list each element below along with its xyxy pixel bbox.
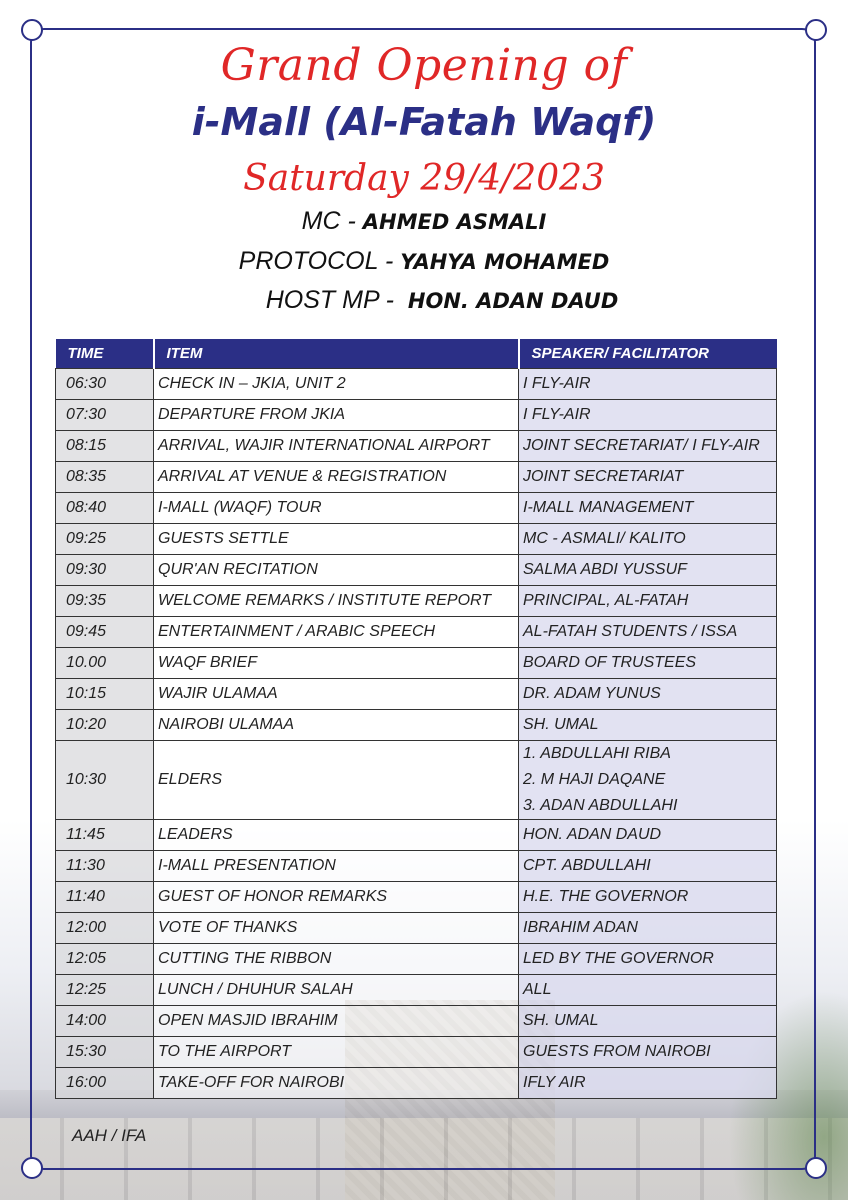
table-row [56, 524, 777, 555]
speaker-line: 1. ABDULLAHI RIBA [523, 745, 671, 762]
cell-time: 14:00 [56, 1006, 154, 1037]
cell-item: ELDERS [154, 741, 519, 820]
cell-speaker [519, 741, 777, 820]
cell-time: 08:40 [56, 493, 154, 524]
cell-item: GUESTS SETTLE [154, 524, 519, 555]
table-row [56, 586, 777, 617]
cell-item: TAKE-OFF FOR NAIROBI [154, 1068, 519, 1099]
cell-speaker: I-MALL MANAGEMENT [519, 493, 777, 524]
cell-time: 10:30 [56, 741, 154, 820]
table-row [56, 975, 777, 1006]
cell-item: ENTERTAINMENT / ARABIC SPEECH [154, 617, 519, 648]
cell-speaker: HON. ADAN DAUD [519, 820, 777, 851]
cell-item: WAQF BRIEF [154, 648, 519, 679]
cell-item: VOTE OF THANKS [154, 913, 519, 944]
title-line-2: i-Mall (Al-Fatah Waqf) [191, 100, 657, 144]
table-row [56, 710, 777, 741]
cell-time: 07:30 [56, 400, 154, 431]
header-time: TIME [56, 339, 154, 369]
table-row [56, 369, 777, 400]
cell-speaker: LED BY THE GOVERNOR [519, 944, 777, 975]
title-line-1: Grand Opening of [220, 40, 628, 91]
cell-speaker: CPT. ABDULLAHI [519, 851, 777, 882]
cell-time: 10:15 [56, 679, 154, 710]
cell-speaker: JOINT SECRETARIAT/ I FLY-AIR [519, 431, 777, 462]
cell-speaker: GUESTS FROM NAIROBI [519, 1037, 777, 1068]
speaker-line: 3. ADAN ABDULLAHI [523, 797, 678, 814]
table-row [56, 913, 777, 944]
cell-time: 12:00 [56, 913, 154, 944]
table-row [56, 1068, 777, 1099]
role-host-mp [18, 286, 848, 315]
cell-speaker: PRINCIPAL, AL-FATAH [519, 586, 777, 617]
cell-time: 12:25 [56, 975, 154, 1006]
cell-item: TO THE AIRPORT [154, 1037, 519, 1068]
role-name: HON. ADAN DAUD [407, 289, 619, 313]
cell-speaker: SH. UMAL [519, 1006, 777, 1037]
cell-item: ARRIVAL AT VENUE & REGISTRATION [154, 462, 519, 493]
table-row [56, 617, 777, 648]
cell-item: I-MALL PRESENTATION [154, 851, 519, 882]
cell-time: 09:25 [56, 524, 154, 555]
table-row [56, 741, 777, 820]
frame-corner-ornament [805, 1157, 827, 1179]
cell-speaker: BOARD OF TRUSTEES [519, 648, 777, 679]
cell-time: 09:30 [56, 555, 154, 586]
cell-speaker: SH. UMAL [519, 710, 777, 741]
frame-corner-ornament [805, 19, 827, 41]
table-row [56, 431, 777, 462]
cell-time: 08:15 [56, 431, 154, 462]
table-row [56, 679, 777, 710]
table-row [56, 820, 777, 851]
header-speaker: SPEAKER/ FACILITATOR [519, 339, 777, 369]
table-header-row [56, 339, 777, 369]
table-row [56, 462, 777, 493]
speaker-line: 2. M HAJI DAQANE [523, 771, 666, 788]
frame-corner-ornament [21, 19, 43, 41]
table-row [56, 851, 777, 882]
cell-time: 09:35 [56, 586, 154, 617]
cell-speaker: I FLY-AIR [519, 400, 777, 431]
table-row [56, 1037, 777, 1068]
table-row [56, 882, 777, 913]
table-row [56, 648, 777, 679]
role-name: YAHYA MOHAMED [400, 250, 610, 274]
cell-speaker: DR. ADAM YUNUS [519, 679, 777, 710]
cell-speaker: AL-FATAH STUDENTS / ISSA [519, 617, 777, 648]
cell-time: 12:05 [56, 944, 154, 975]
cell-item: CUTTING THE RIBBON [154, 944, 519, 975]
table-row [56, 493, 777, 524]
cell-item: LUNCH / DHUHUR SALAH [154, 975, 519, 1006]
cell-item: WAJIR ULAMAA [154, 679, 519, 710]
cell-item: I-MALL (WAQF) TOUR [154, 493, 519, 524]
cell-speaker: IBRAHIM ADAN [519, 913, 777, 944]
table-row [56, 555, 777, 586]
role-name: AHMED ASMALI [362, 210, 547, 234]
cell-item: OPEN MASJID IBRAHIM [154, 1006, 519, 1037]
cell-time: 15:30 [56, 1037, 154, 1068]
table-row [56, 944, 777, 975]
table-row [56, 1006, 777, 1037]
cell-speaker: ALL [519, 975, 777, 1006]
cell-speaker: I FLY-AIR [519, 369, 777, 400]
cell-time: 11:30 [56, 851, 154, 882]
cell-item: CHECK IN – JKIA, UNIT 2 [154, 369, 519, 400]
header-item: ITEM [154, 339, 519, 369]
role-label: PROTOCOL - [238, 247, 394, 275]
cell-item: NAIROBI ULAMAA [154, 710, 519, 741]
cell-speaker: SALMA ABDI YUSSUF [519, 555, 777, 586]
event-date: Saturday 29/4/2023 [243, 158, 605, 199]
table-row [56, 400, 777, 431]
cell-speaker: IFLY AIR [519, 1068, 777, 1099]
frame-corner-ornament [21, 1157, 43, 1179]
cell-speaker: JOINT SECRETARIAT [519, 462, 777, 493]
cell-time: 06:30 [56, 369, 154, 400]
schedule-table [55, 339, 777, 1099]
cell-speaker: MC - ASMALI/ KALITO [519, 524, 777, 555]
cell-time: 10.00 [56, 648, 154, 679]
role-label: MC - [301, 207, 356, 235]
cell-item: GUEST OF HONOR REMARKS [154, 882, 519, 913]
cell-item: QUR'AN RECITATION [154, 555, 519, 586]
cell-speaker: H.E. THE GOVERNOR [519, 882, 777, 913]
role-label: HOST MP - [265, 286, 394, 314]
cell-time: 10:20 [56, 710, 154, 741]
cell-time: 11:45 [56, 820, 154, 851]
schedule-body [56, 369, 777, 1099]
cell-item: ARRIVAL, WAJIR INTERNATIONAL AIRPORT [154, 431, 519, 462]
footer-credit: AAH / IFA [72, 1126, 147, 1145]
role-protocol [0, 247, 848, 276]
cell-item: WELCOME REMARKS / INSTITUTE REPORT [154, 586, 519, 617]
cell-item: LEADERS [154, 820, 519, 851]
cell-time: 09:45 [56, 617, 154, 648]
cell-time: 08:35 [56, 462, 154, 493]
cell-time: 11:40 [56, 882, 154, 913]
cell-item: DEPARTURE FROM JKIA [154, 400, 519, 431]
cell-time: 16:00 [56, 1068, 154, 1099]
role-mc [0, 207, 848, 236]
